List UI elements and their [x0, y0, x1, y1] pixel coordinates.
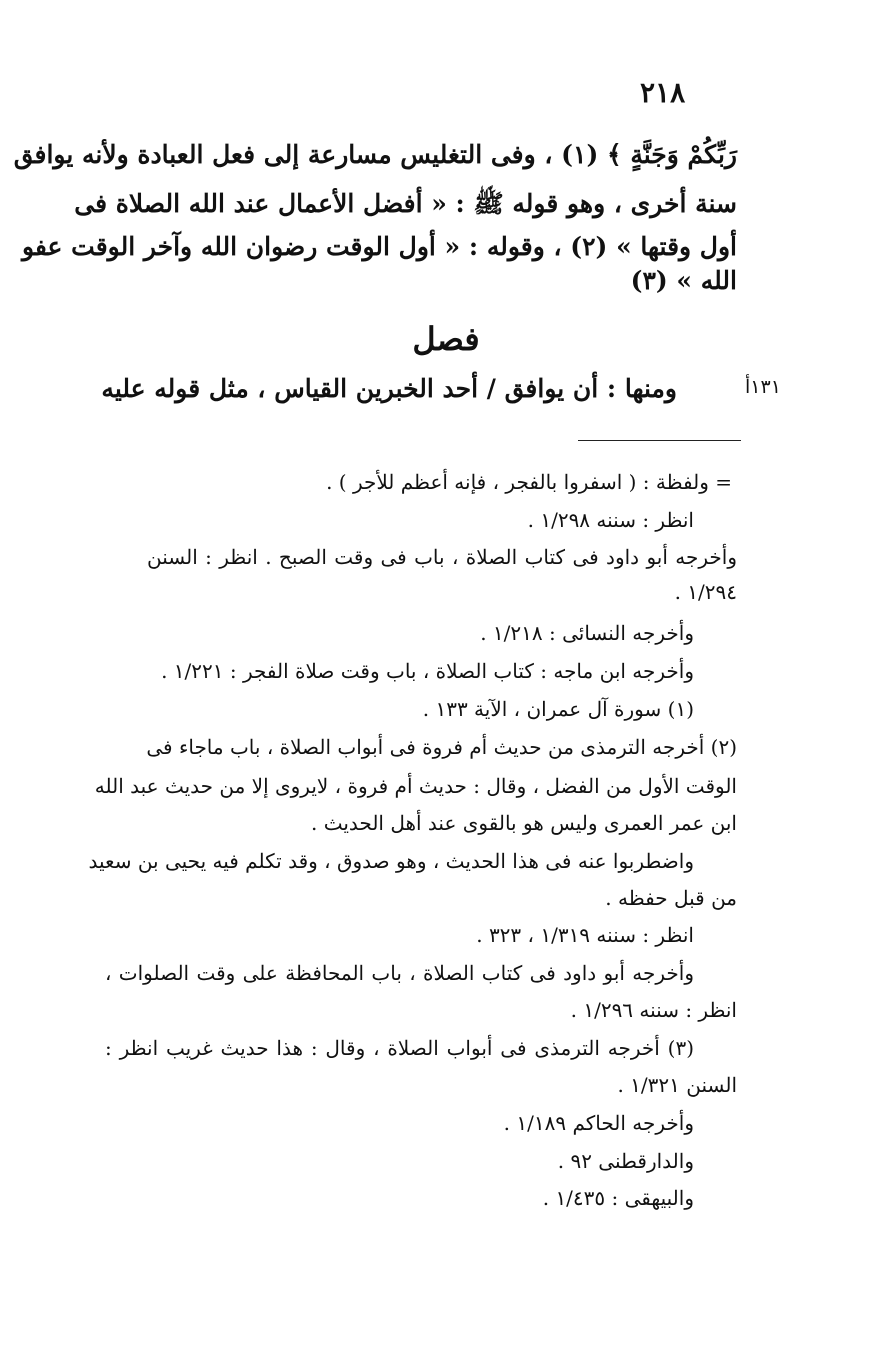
footnote-line: انظر : سننه ١/٣١٩ ، ٣٢٣ .: [476, 923, 694, 947]
footnote-number-3: (٣) أخرجه الترمذى فى أبواب الصلاة ، وقال : هذا حديث غريب انظر :: [105, 1036, 694, 1060]
footnote-line: ١/٢٩٤ .: [674, 580, 737, 604]
footnote-separator: [578, 440, 741, 441]
section-first-line: ومنها : أن يوافق / أحد الخبرين القياس ، مثل قوله عليه: [101, 374, 677, 403]
footnote-line: والبيهقى : ١/٤٣٥ .: [542, 1186, 694, 1210]
footnote-line: وأخرجه أبو داود فى كتاب الصلاة ، باب المحافظة على وقت الصلوات ،: [105, 961, 694, 985]
footnote-line: انظر : سننه ١/٢٩٦ .: [570, 998, 737, 1022]
manuscript-folio-ref: ١٣١أ: [745, 376, 781, 398]
footnote-line: وأخرجه ابن ماجه : كتاب الصلاة ، باب وقت صلاة الفجر : ١/٢٢١ .: [161, 659, 694, 683]
main-text-line: سنة أخرى ، وهو قوله ﷺ : « أفضل الأعمال عند الله الصلاة فى: [74, 189, 737, 218]
footnote-line: = ولفظة : ( اسفروا بالفجر ، فإنه أعظم للأجر ) .: [326, 470, 732, 494]
footnote-line: وأخرجه النسائى : ١/٢١٨ .: [480, 621, 694, 645]
main-text-line: رَبِّكُمْ وَجَنَّةٍ ﴾ (١) ، وفى التغليس مسارعة إلى فعل العبادة ولأنه يوافق: [13, 140, 737, 169]
page-number: ٢١٨: [640, 76, 686, 109]
footnote-line: ابن عمر العمرى وليس هو بالقوى عند أهل الحديث .: [310, 811, 737, 835]
footnote-line: من قبل حفظه .: [605, 886, 737, 910]
main-text-line: الله » (٣): [630, 266, 737, 295]
section-title: فصل: [412, 320, 480, 358]
footnote-number-1: (١) سورة آل عمران ، الآية ١٣٣ .: [422, 697, 694, 721]
footnote-number-2: (٢) أخرجه الترمذى من حديث أم فروة فى أبواب الصلاة ، باب ماجاء فى: [146, 735, 737, 759]
footnote-line: انظر : سننه ١/٢٩٨ .: [527, 508, 694, 532]
main-text-line: أول وقتها » (٢) ، وقوله : « أول الوقت رضوان الله وآخر الوقت عفو: [21, 232, 737, 261]
footnote-line: الوقت الأول من الفضل ، وقال : حديث أم فروة ، لايروى إلا من حديث عبد الله: [94, 774, 737, 798]
footnote-line: وأخرجه أبو داود فى كتاب الصلاة ، باب فى وقت الصبح . انظر : السنن: [147, 545, 737, 569]
footnote-line: وأخرجه الحاكم ١/١٨٩ .: [503, 1111, 694, 1135]
footnote-line: السنن ١/٣٢١ .: [617, 1073, 737, 1097]
footnote-line: والدارقطنى ٩٢ .: [557, 1149, 694, 1173]
footnote-line: واضطربوا عنه فى هذا الحديث ، وهو صدوق ، وقد تكلم فيه يحيى بن سعيد: [88, 849, 694, 873]
